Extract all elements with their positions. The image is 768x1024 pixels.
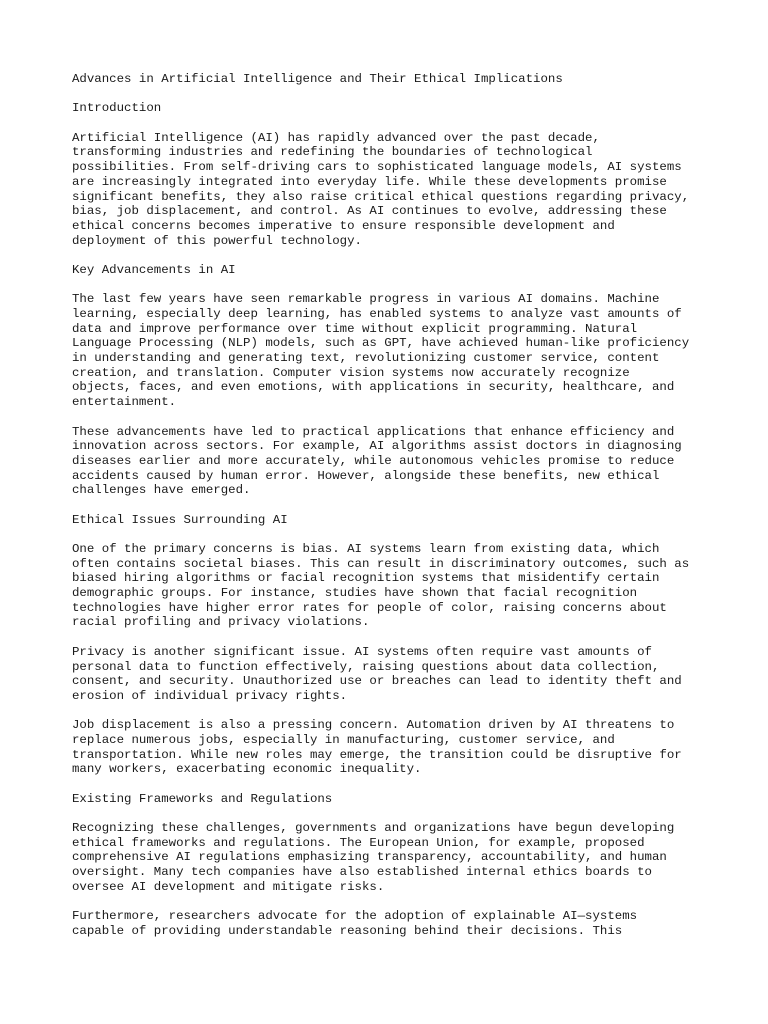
paragraph-line: demographic groups. For instance, studies have shown that facial recognition [72,586,638,601]
section-heading [72,792,762,807]
paragraph-line: consent, and security. Unauthorized use or breaches can lead to identity theft and [72,674,682,689]
paragraph-line: These advancements have led to practical applications that enhance efficiency and [72,424,675,439]
spacer [72,116,762,131]
paragraph-line: technologies have higher error rates for people of color, raising concerns about [72,600,667,615]
paragraph-line: diseases earlier and more accurately, while autonomous vehicles promise to reduce [72,453,675,468]
section-heading [72,101,762,116]
paragraph-line: comprehensive AI regulations emphasizing transparency, accountability, and human [72,850,667,865]
paragraph [72,425,762,498]
paragraph-line: innovation across sectors. For example, AI algorithms assist doctors in diagnosing [72,439,682,454]
heading-text: Ethical Issues Surrounding AI [72,512,288,527]
heading-text: Introduction [72,101,162,116]
paragraph-line: Artificial Intelligence (AI) has rapidly advanced over the past decade, [72,130,600,145]
paragraph-line: transportation. While new roles may emerge, the transition could be disruptive for [72,747,682,762]
spacer [72,87,762,102]
spacer [72,527,762,542]
paragraph-line: significant benefits, they also raise critical ethical questions regarding privacy, [72,189,690,204]
paragraph-line: ethical frameworks and regulations. The European Union, for example, proposed [72,835,645,850]
paragraph-line: entertainment. [72,395,177,410]
paragraph-line: ethical concerns becomes imperative to ensure responsible development and [72,218,615,233]
paragraph [72,292,762,410]
section-heading [72,263,762,278]
spacer [72,278,762,293]
paragraph-line: Privacy is another significant issue. AI systems often require vast amounts of [72,644,652,659]
paragraph [72,718,762,777]
paragraph-line: biased hiring algorithms or facial recognition systems that misidentify certain [72,571,660,586]
spacer [72,248,762,263]
paragraph-line: data and improve performance over time without explicit programming. Natural [72,321,638,336]
paragraph-line: capable of providing understandable reasoning behind their decisions. This [72,923,623,938]
paragraph-line: challenges have emerged. [72,483,251,498]
paragraph-line: Language Processing (NLP) models, such as GPT, have achieved human-like proficiency [72,336,690,351]
paragraph-line: learning, especially deep learning, has enabled systems to analyze vast amounts of [72,307,682,321]
paragraph [72,821,762,894]
heading-text: Existing Frameworks and Regulations [72,791,333,806]
paragraph-line: transforming industries and redefining the boundaries of technological [72,145,593,160]
paragraph-line: in understanding and generating text, revolutionizing customer service, content [72,351,660,366]
paragraph-line: deployment of this powerful technology. [72,233,362,248]
document-body [72,72,762,939]
spacer [72,498,762,513]
paragraph-line: many workers, exacerbating economic inequality. [72,762,422,777]
spacer [72,630,762,645]
paragraph-line: racial profiling and privacy violations. [72,615,370,630]
paragraph [72,909,762,938]
paragraph-line: oversee AI development and mitigate risks. [72,879,385,894]
section-heading [72,513,762,528]
paragraph-line: possibilities. From self-driving cars to sophisticated language models, AI systems [72,160,682,175]
spacer [72,704,762,719]
document-title: Advances in Artificial Intelligence and Their Ethical Implications [72,72,563,86]
spacer [72,410,762,425]
paragraph-line: oversight. Many tech companies have also established internal ethics boards to [72,865,652,880]
paragraph-line: objects, faces, and even emotions, with applications in security, healthcare, and [72,380,675,395]
paragraph-line: One of the primary concerns is bias. AI systems learn from existing data, which [72,542,660,556]
paragraph-line: accidents caused by human error. However, alongside these benefits, new ethical [72,468,660,483]
paragraph [72,542,762,630]
paragraph [72,131,762,249]
paragraph-line: are increasingly integrated into everyday life. While these developments promise [72,174,667,189]
paragraph-line: often contains societal biases. This can result in discriminatory outcomes, such as [72,556,690,571]
paragraph-line: creation, and translation. Computer vision systems now accurately recognize [72,365,630,380]
paragraph-line: Job displacement is also a pressing concern. Automation driven by AI threatens to [72,718,675,733]
paragraph-line: Recognizing these challenges, governments and organizations have begun developing [72,821,675,836]
spacer [72,777,762,792]
spacer [72,806,762,821]
spacer [72,895,762,910]
paragraph-line: bias, job displacement, and control. As AI continues to evolve, addressing these [72,204,667,219]
paragraph-line: erosion of individual privacy rights. [72,688,348,703]
paragraph-line: The last few years have seen remarkable progress in various AI domains. Machine [72,292,660,307]
paragraph-line: personal data to function effectively, raising questions about data collection, [72,659,660,674]
paragraph [72,645,762,704]
paragraph-line: replace numerous jobs, especially in manufacturing, customer service, and [72,732,615,747]
heading-text: Key Advancements in AI [72,262,236,277]
paragraph-line: Furthermore, researchers advocate for the adoption of explainable AI—systems [72,909,638,924]
